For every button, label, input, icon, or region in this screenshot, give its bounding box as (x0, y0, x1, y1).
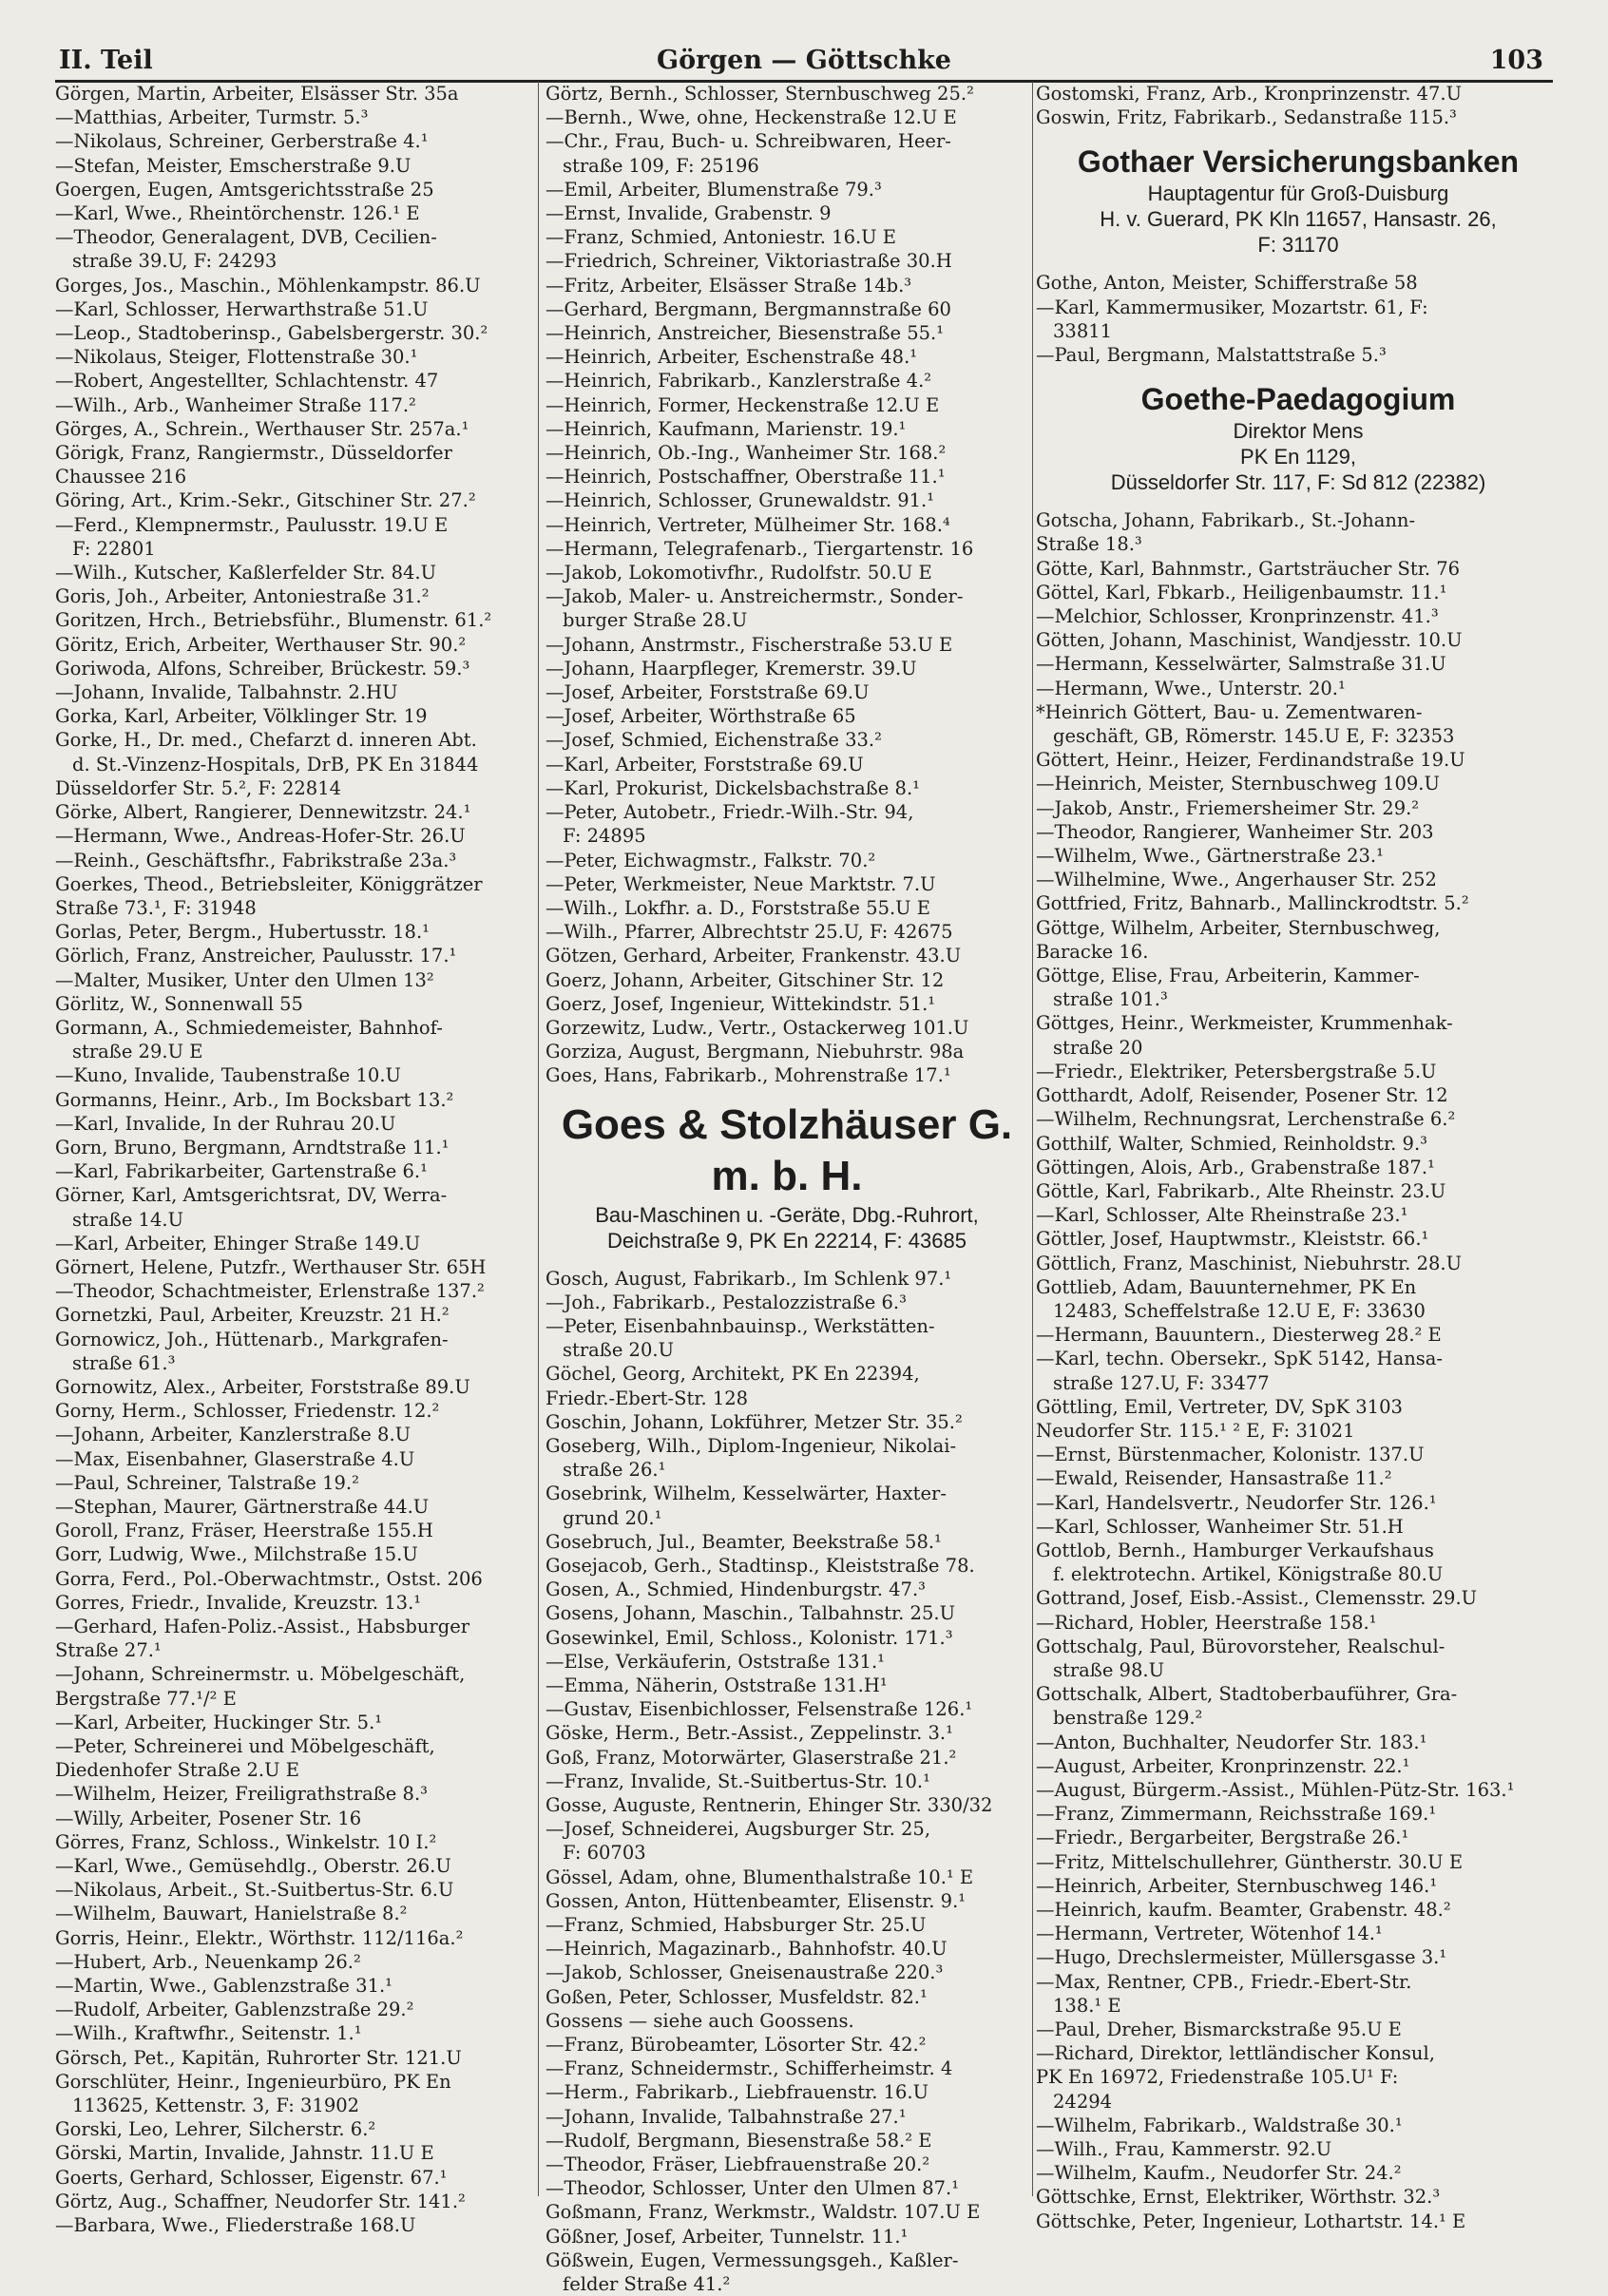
directory-entry: Göttge, Wilhelm, Arbeiter, Sternbuschweg, (1036, 916, 1441, 939)
directory-entry: —Johann, Arbeiter, Kanzlerstraße 8.U (55, 1424, 412, 1446)
directory-entry: —Hugo, Drechslermeister, Müllersgasse 3.¹ (1036, 1946, 1447, 1969)
directory-entry: —Heinrich, Schlosser, Grunewaldstr. 91.¹ (546, 489, 935, 512)
directory-entry: —Wilhelm, Fabrikarb., Waldstraße 30.¹ (1036, 2114, 1403, 2136)
directory-entry: —Max, Eisenbahner, Glaserstraße 4.U (55, 1447, 415, 1470)
directory-entry: —Wilh., Kutscher, Kaßlerfelder Str. 84.U (55, 562, 437, 584)
directory-entry: —Heinrich, Arbeiter, Sternbuschweg 146.¹ (1036, 1874, 1438, 1897)
directory-entry: Gosens, Johann, Maschin., Talbahnstr. 25.U (546, 1602, 955, 1625)
directory-entry: Göchel, Georg, Architekt, PK En 22394, (546, 1363, 920, 1386)
page-number: 103 (1489, 46, 1543, 75)
page-header (55, 42, 1553, 83)
directory-entry: —Friedrich, Schreiner, Viktoriastraße 30.H (546, 250, 952, 273)
directory-entry: —Heinrich, Vertreter, Mülheimer Str. 168.⁴ (546, 513, 950, 536)
directory-entry: Görgen, Martin, Arbeiter, Elsässer Str. 35a (55, 83, 459, 105)
directory-entry: straße 26.¹ (563, 1459, 666, 1482)
ad-text: Düsseldorfer Str. 117, F: Sd 812 (22382) (1110, 470, 1486, 495)
directory-entry: geschäft, GB, Römerstr. 145.U E, F: 32353 (1053, 725, 1455, 748)
directory-entry: —Wilhelm, Bauwart, Hanielstraße 8.² (55, 1903, 408, 1925)
directory-entry: felder Straße 41.² (563, 2273, 731, 2296)
directory-entry: Gorzewitz, Ludw., Vertr., Ostackerweg 101.U (546, 1016, 969, 1039)
directory-entry: —Heinrich, Kaufmann, Marienstr. 19.¹ (546, 417, 907, 440)
directory-entry: —Karl, Arbeiter, Forststraße 69.U (546, 753, 864, 775)
directory-entry: —Malter, Musiker, Unter den Ulmen 13² (55, 968, 434, 991)
directory-entry: —Barbara, Wwe., Fliederstraße 168.U (55, 2214, 416, 2237)
directory-entry: Gorris, Heinr., Elektr., Wörthstr. 112/116a.² (55, 1926, 464, 1949)
directory-entry: —Gerhard, Hafen-Poliz.-Assist., Habsburger (55, 1616, 470, 1637)
directory-entry: —Fritz, Arbeiter, Elsässer Straße 14b.³ (546, 274, 912, 297)
directory-entry: Gottlieb, Adam, Bauunternehmer, PK En (1036, 1275, 1417, 1298)
directory-entry: —Theodor, Schlosser, Unter den Ulmen 87.¹ (546, 2177, 960, 2200)
directory-entry: straße 14.U (72, 1208, 183, 1231)
directory-entry: Gößwein, Eugen, Vermessungsgeh., Kaßler- (546, 2248, 959, 2271)
ad-text: Direktor Mens (1233, 419, 1364, 444)
directory-entry: Goschin, Johann, Lokführer, Metzer Str. 35.² (546, 1410, 963, 1433)
directory-entry: —Reinh., Geschäftsfhr., Fabrikstraße 23a.³ (55, 849, 457, 871)
directory-entry: —Karl, Wwe., Gemüsehdlg., Oberstr. 26.U (55, 1855, 451, 1878)
directory-entry: Görlich, Franz, Anstreicher, Paulusstr. 17.¹ (55, 945, 457, 967)
directory-entry: —Nikolaus, Arbeit., St.-Suitbertus-Str. 6.U (55, 1879, 454, 1902)
directory-entry: —Emil, Arbeiter, Blumenstraße 79.³ (546, 178, 882, 201)
directory-entry: —Josef, Arbeiter, Wörthstraße 65 (546, 705, 856, 728)
directory-entry: Goß, Franz, Motorwärter, Glaserstraße 21.² (546, 1746, 957, 1769)
directory-entry: F: 60703 (563, 1842, 646, 1865)
directory-entry: —Wilh., Pfarrer, Albrechtstr 25.U, F: 42675 (546, 921, 953, 944)
directory-entry: —Johann, Anstrmstr., Fischerstraße 53.U E (546, 633, 953, 656)
directory-entry: Götten, Johann, Maschinist, Wandjesstr. 10.U (1036, 629, 1463, 652)
directory-entry: —Wilh., Kraftwfhr., Seitenstr. 1.¹ (55, 2022, 362, 2045)
directory-entry: Göttle, Karl, Fabrikarb., Alte Rheinstr. 23.U (1036, 1179, 1446, 1202)
directory-entry: Neudorfer Str. 115.¹ ² E, F: 31021 (1036, 1419, 1355, 1442)
directory-entry: burger Straße 28.U (563, 609, 748, 632)
directory-entry: —Karl, Arbeiter, Ehinger Straße 149.U (55, 1232, 421, 1254)
directory-entry: —Karl, Schlosser, Wanheimer Str. 51.H (1036, 1515, 1404, 1538)
entry-list (1036, 82, 1560, 129)
directory-entry: Gosse, Auguste, Rentnerin, Ehinger Str. 330/32 (546, 1794, 993, 1816)
directory-entry: —Jakob, Anstr., Friemersheimer Str. 29.² (1036, 796, 1420, 819)
directory-entry: 113625, Kettenstr. 3, F: 31902 (72, 2095, 360, 2117)
directory-entry: Görner, Karl, Amtsgerichtsrat, DV, Werra- (55, 1184, 448, 1207)
directory-entry: Goßen, Peter, Schlosser, Musfeldstr. 82.¹ (546, 1985, 928, 2008)
directory-entry: Göritz, Erich, Arbeiter, Werthauser Str. 90.² (55, 633, 467, 656)
directory-entry: —Wilh., Frau, Kammerstr. 92.U (1036, 2138, 1332, 2161)
directory-entry: Gorr, Ludwig, Wwe., Milchstraße 15.U (55, 1543, 418, 1566)
directory-entry: Gotscha, Johann, Fabrikarb., St.-Johann- (1036, 509, 1416, 532)
directory-entry: —Karl, Arbeiter, Huckinger Str. 5.¹ (55, 1711, 383, 1733)
directory-entry: Gotthilf, Walter, Schmied, Reinholdstr. 9.³ (1036, 1132, 1427, 1155)
directory-entry: straße 127.U, F: 33477 (1053, 1371, 1270, 1394)
directory-entry: —Franz, Bürobeamter, Lösorter Str. 42.² (546, 2034, 927, 2057)
directory-entry: —Josef, Schmied, Eichenstraße 33.² (546, 729, 882, 752)
directory-entry: —Karl, Schlosser, Alte Rheinstraße 23.¹ (1036, 1204, 1408, 1227)
directory-entry: —Jakob, Lokomotivfhr., Rudolfstr. 50.U E (546, 562, 932, 584)
directory-entry: straße 29.U E (72, 1041, 203, 1063)
directory-entry: —Hermann, Wwe., Andreas-Hofer-Str. 26.U (55, 825, 466, 848)
directory-entry: —Heinrich, Ob.-Ing., Wanheimer Str. 168.² (546, 442, 947, 465)
directory-entry: Gorny, Herm., Schlosser, Friedenstr. 12.² (55, 1400, 440, 1423)
directory-entry: —Peter, Eisenbahnbauinsp., Werkstätten- (546, 1314, 935, 1337)
directory-entry: straße 61.³ (72, 1351, 176, 1374)
directory-entry: Göttlich, Franz, Maschinist, Niebuhrstr. 28.U (1036, 1252, 1463, 1274)
directory-entry: Gorschlüter, Heinr., Ingenieurbüro, PK En (55, 2070, 451, 2093)
directory-entry: —Else, Verkäuferin, Oststraße 131.¹ (546, 1650, 885, 1673)
directory-entry: Goswin, Fritz, Fabrikarb., Sedanstraße 115.³ (1036, 106, 1457, 129)
directory-entry: Gorski, Leo, Lehrer, Silcherstr. 6.² (55, 2118, 376, 2141)
directory-entry: —Heinrich, Fabrikarb., Kanzlerstraße 4.² (546, 370, 932, 392)
directory-entry: —Martin, Wwe., Gablenzstraße 31.¹ (55, 1975, 392, 1998)
directory-entry: straße 98.U (1053, 1658, 1164, 1681)
directory-entry: —Nikolaus, Steiger, Flottenstraße 30.¹ (55, 346, 418, 369)
ad-company-name: Goes & Stolzhäuser G. m. b. H. (561, 1100, 1013, 1199)
directory-entry: straße 101.³ (1053, 988, 1168, 1011)
directory-entry: Goerz, Johann, Arbeiter, Gitschiner Str. 12 (546, 968, 945, 991)
directory-entry: —Josef, Schneiderei, Augsburger Str. 25, (546, 1818, 931, 1841)
directory-entry: —Leop., Stadtoberinsp., Gabelsbergerstr. 30.² (55, 322, 488, 345)
entry-list (546, 1267, 1028, 2296)
directory-entry: straße 109, F: 25196 (563, 154, 759, 177)
directory-entry: Gosen, A., Schmied, Hindenburgstr. 47.³ (546, 1578, 926, 1601)
directory-entry: —Robert, Angestellter, Schlachtenstr. 47 (55, 370, 439, 392)
directory-entry: —Hermann, Telegrafenarb., Tiergartenstr. 16 (546, 537, 974, 560)
directory-column-3 (1036, 82, 1560, 2232)
directory-entry: Göttges, Heinr., Werkmeister, Krummenhak- (1036, 1012, 1453, 1035)
directory-entry: Gosewinkel, Emil, Schloss., Kolonistr. 171.³ (546, 1626, 953, 1649)
directory-entry: Gorra, Ferd., Pol.-Oberwachtmstr., Ostst. 206 (55, 1567, 483, 1590)
section-label: II. Teil (59, 46, 153, 75)
directory-entry: —Franz, Schneidermstr., Schifferheimstr. 4 (546, 2057, 953, 2080)
directory-entry: —Wilhelm, Kaufm., Neudorfer Str. 24.² (1036, 2162, 1402, 2185)
directory-entry: —Matthias, Arbeiter, Turmstr. 5.³ (55, 106, 369, 129)
directory-entry: Gorke, H., Dr. med., Chefarzt d. inneren Abt. (55, 729, 477, 752)
directory-entry: —Franz, Invalide, St.-Suitbertus-Str. 10.¹ (546, 1770, 930, 1792)
directory-entry: Gormann, A., Schmiedemeister, Bahnhof- (55, 1016, 443, 1039)
directory-entry: Görigk, Franz, Rangiermstr., Düsseldorfer (55, 442, 452, 465)
directory-entry: —Nikolaus, Schreiner, Gerberstraße 4.¹ (55, 130, 429, 153)
directory-entry: Gorn, Bruno, Bergmann, Arndtstraße 11.¹ (55, 1136, 450, 1158)
directory-entry: —Heinrich, Anstreicher, Biesenstraße 55.¹ (546, 322, 945, 345)
directory-entry: Goerts, Gerhard, Schlosser, Eigenstr. 67.¹ (55, 2166, 448, 2189)
directory-entry: F: 24895 (563, 825, 646, 848)
ad-text: H. v. Guerard, PK Kln 11657, Hansastr. 26, (1100, 207, 1497, 232)
directory-entry: Straße 73.¹, F: 31948 (55, 896, 257, 919)
directory-entry: —August, Arbeiter, Kronprinzenstr. 22.¹ (1036, 1754, 1410, 1777)
directory-entry: Gorka, Karl, Arbeiter, Völklinger Str. 19 (55, 705, 428, 728)
directory-entry: Göttschke, Peter, Ingenieur, Lothartstr. 14.¹ E (1036, 2210, 1466, 2232)
directory-entry: —Anton, Buchhalter, Neudorfer Str. 183.¹ (1036, 1731, 1427, 1753)
directory-entry: 12483, Scheffelstraße 12.U E, F: 33630 (1053, 1299, 1426, 1322)
directory-entry: —Heinrich, Former, Heckenstraße 12.U E (546, 393, 940, 416)
directory-entry: Gornowicz, Joh., Hüttenarb., Markgrafen- (55, 1328, 449, 1350)
directory-entry: 24294 (1053, 2090, 1113, 2113)
directory-entry: Götzen, Gerhard, Arbeiter, Frankenstr. 43.U (546, 945, 962, 967)
directory-entry: straße 20.U (563, 1339, 674, 1362)
running-head: Görgen — Göttschke (657, 46, 951, 75)
directory-entry: Straße 27.¹ (55, 1639, 162, 1662)
advertisement-goes-stolzhaeuser (546, 1088, 1028, 1267)
column-rule (538, 82, 539, 2196)
directory-entry: —Karl, techn. Obersekr., SpK 5142, Hansa- (1036, 1348, 1443, 1370)
directory-entry: Goes, Hans, Fabrikarb., Mohrenstraße 17.¹ (546, 1064, 951, 1087)
directory-entry: —August, Bürgerm.-Assist., Mühlen-Pütz-Str. 163.¹ (1036, 1778, 1515, 1801)
directory-entry: —Peter, Autobetr., Friedr.-Wilh.-Str. 94, (546, 801, 914, 824)
ad-text: F: 31170 (1257, 233, 1339, 258)
ad-company-name: Goethe-Paedagogium (1140, 382, 1456, 417)
directory-entry: Gotthardt, Adolf, Reisender, Posener Str. 12 (1036, 1084, 1448, 1107)
directory-entry: —Theodor, Fräser, Liebfrauenstraße 20.² (546, 2153, 930, 2176)
directory-entry: —Richard, Direktor, lettländischer Konsul, (1036, 2042, 1435, 2065)
directory-entry: Göttert, Heinr., Heizer, Ferdinandstraße 19.U (1036, 749, 1465, 772)
directory-entry: Düsseldorfer Str. 5.², F: 22814 (55, 776, 342, 799)
directory-column-1 (55, 82, 532, 2237)
directory-entry: Gosebruch, Jul., Beamter, Beekstraße 58.¹ (546, 1530, 942, 1553)
ad-company-name: Gothaer Versicherungsbanken (1077, 144, 1520, 180)
directory-entry: Göske, Herm., Betr.-Assist., Zeppelinstr. 3.¹ (546, 1722, 953, 1745)
ad-text: Deichstraße 9, PK En 22214, F: 43685 (607, 1228, 967, 1253)
directory-entry: grund 20.¹ (563, 1506, 662, 1529)
directory-entry: —Johann, Invalide, Talbahnstr. 2.HU (55, 681, 398, 704)
directory-entry: —Wilh., Arb., Wanheimer Straße 117.² (55, 393, 416, 416)
directory-entry: —Hubert, Arb., Neuenkamp 26.² (55, 1950, 361, 1973)
directory-entry: —Ernst, Invalide, Grabenstr. 9 (546, 202, 832, 225)
directory-entry: —Karl, Fabrikarbeiter, Gartenstraße 6.¹ (55, 1160, 428, 1183)
directory-entry: —Hermann, Wwe., Unterstr. 20.¹ (1036, 677, 1346, 699)
directory-entry: straße 39.U, F: 24293 (72, 250, 278, 273)
directory-entry: —Heinrich, Magazinarb., Bahnhofstr. 40.U (546, 1938, 948, 1961)
directory-entry: —Peter, Schreinerei und Möbelgeschäft, (55, 1735, 435, 1758)
directory-entry: *Heinrich Göttert, Bau- u. Zementwaren- (1036, 700, 1423, 723)
directory-entry: —Heinrich, Meister, Sternbuschweg 109.U (1036, 773, 1440, 795)
entry-list (55, 82, 532, 2237)
directory-entry: Gosejacob, Gerh., Stadtinsp., Kleiststraße 78. (546, 1554, 975, 1577)
advertisement-gothaer (1036, 129, 1560, 271)
directory-entry: —Richard, Hobler, Heerstraße 158.¹ (1036, 1611, 1377, 1634)
directory-entry: —Ferd., Klempnermstr., Paulusstr. 19.U E (55, 513, 449, 536)
directory-entry: Gottfried, Fritz, Bahnarb., Mallinckrodtstr. 5.² (1036, 892, 1469, 915)
directory-entry: d. St.-Vinzenz-Hospitals, DrB, PK En 31844 (72, 753, 479, 775)
directory-entry: —Jakob, Maler- u. Anstreichermstr., Sonder- (546, 585, 964, 608)
directory-entry: Görski, Martin, Invalide, Jahnstr. 11.U E (55, 2142, 434, 2165)
directory-entry: Gothe, Anton, Meister, Schifferstraße 58 (1036, 272, 1418, 295)
directory-entry: Gosebrink, Wilhelm, Kesselwärter, Haxter- (546, 1483, 947, 1505)
directory-entry: Görlitz, W., Sonnenwall 55 (55, 992, 303, 1015)
directory-entry: Goritzen, Hrch., Betriebsführ., Blumenstr. 61.² (55, 609, 492, 632)
directory-entry: —Bernh., Wwe, ohne, Heckenstraße 12.U E (546, 106, 957, 129)
directory-entry: Goergen, Eugen, Amtsgerichtsstraße 25 (55, 178, 434, 201)
directory-entry: Gottschalg, Paul, Bürovorsteher, Realschul- (1036, 1635, 1445, 1657)
directory-entry: f. elektrotechn. Artikel, Königstraße 80.U (1053, 1563, 1444, 1586)
directory-entry: Goerz, Josef, Ingenieur, Wittekindstr. 51.¹ (546, 992, 936, 1015)
directory-entry: —Joh., Fabrikarb., Pestalozzistraße 6.³ (546, 1291, 907, 1313)
directory-entry: —Johann, Haarpfleger, Kremerstr. 39.U (546, 657, 917, 679)
directory-column-2 (546, 82, 1028, 2296)
entry-list (546, 82, 1028, 1088)
directory-entry: Goßmann, Franz, Werkmstr., Waldstr. 107.U E (546, 2201, 981, 2224)
directory-entry: Gornetzki, Paul, Arbeiter, Kreuzstr. 21 H.² (55, 1304, 450, 1327)
directory-entry: —Friedr., Elektriker, Petersbergstraße 5.U (1036, 1060, 1437, 1082)
directory-entry: —Karl, Prokurist, Dickelsbachstraße 8.¹ (546, 776, 920, 799)
directory-entry: —Karl, Schlosser, Herwarthstraße 51.U (55, 297, 429, 320)
directory-entry: Göttler, Josef, Hauptwmstr., Kleiststr. 66.¹ (1036, 1228, 1429, 1251)
directory-entry: Gosch, August, Fabrikarb., Im Schlenk 97.¹ (546, 1267, 952, 1290)
directory-entry: —Wilhelmine, Wwe., Angerhauser Str. 252 (1036, 869, 1437, 891)
directory-entry: —Theodor, Schachtmeister, Erlenstraße 137.² (55, 1280, 485, 1303)
directory-entry: —Herm., Fabrikarb., Liebfrauenstr. 16.U (546, 2081, 929, 2104)
directory-entry: Goroll, Franz, Fräser, Heerstraße 155.H (55, 1520, 433, 1542)
directory-entry: Gornowitz, Alex., Arbeiter, Forststraße 89.U (55, 1375, 470, 1398)
directory-entry: Gottlob, Bernh., Hamburger Verkaufshaus (1036, 1539, 1434, 1561)
directory-entry: Gossens — siehe auch Goossens. (546, 2009, 854, 2032)
directory-entry: —Hermann, Bauuntern., Diesterweg 28.² E (1036, 1324, 1442, 1347)
directory-entry: —Paul, Bergmann, Malstattstraße 5.³ (1036, 344, 1387, 367)
directory-entry: —Franz, Schmied, Antoniestr. 16.U E (546, 226, 897, 249)
directory-entry: Götte, Karl, Bahnmstr., Gartsträucher Str. 76 (1036, 557, 1461, 580)
directory-entry: —Heinrich, Postschaffner, Oberstraße 11.¹ (546, 466, 946, 488)
directory-entry: —Stefan, Meister, Emscherstraße 9.U (55, 154, 412, 177)
directory-entry: —Karl, Invalide, In der Ruhrau 20.U (55, 1112, 396, 1135)
advertisement-goethe-paedagogium (1036, 367, 1560, 508)
directory-entry: Göttling, Emil, Vertreter, DV, SpK 3103 (1036, 1395, 1403, 1418)
directory-entry: —Karl, Handelsvertr., Neudorfer Str. 126.¹ (1036, 1491, 1437, 1514)
directory-entry: —Wilhelm, Rechnungsrat, Lerchenstraße 6.² (1036, 1108, 1456, 1131)
directory-entry: Gormanns, Heinr., Arb., Im Bocksbart 13.² (55, 1088, 454, 1111)
directory-entry: —Friedr., Bergarbeiter, Bergstraße 26.¹ (1036, 1827, 1409, 1849)
directory-entry: F: 22801 (72, 537, 156, 560)
directory-entry: —Max, Rentner, CPB., Friedr.-Ebert-Str. (1036, 1970, 1412, 1993)
directory-entry: —Theodor, Generalagent, DVB, Cecilien- (55, 226, 437, 249)
directory-entry: —Rudolf, Bergmann, Biesenstraße 58.² E (546, 2129, 932, 2152)
directory-entry: —Ewald, Reisender, Hansastraße 11.² (1036, 1467, 1392, 1490)
directory-entry: —Paul, Dreher, Bismarckstraße 95.U E (1036, 2019, 1402, 2041)
directory-entry: Gottrand, Josef, Eisb.-Assist., Clemensstr. 29.U (1036, 1587, 1478, 1610)
directory-entry: 33811 (1053, 319, 1113, 342)
directory-entry: —Wilhelm, Heizer, Freiligrathstraße 8.³ (55, 1783, 428, 1806)
directory-entry: —Theodor, Rangierer, Wanheimer Str. 203 (1036, 820, 1434, 843)
directory-entry: —Josef, Arbeiter, Forststraße 69.U (546, 681, 870, 704)
directory-entry: Goseberg, Wilh., Diplom-Ingenieur, Nikolai- (546, 1434, 957, 1457)
directory-entry: —Gustav, Eisenbichlosser, Felsenstraße 126.¹ (546, 1698, 973, 1721)
ad-text: PK En 1129, (1240, 445, 1356, 469)
directory-entry: Goris, Joh., Arbeiter, Antoniestraße 31.² (55, 585, 430, 608)
directory-entry: —Jakob, Schlosser, Gneisenaustraße 220.³ (546, 1961, 944, 1984)
directory-entry: —Kuno, Invalide, Taubenstraße 10.U (55, 1064, 401, 1087)
directory-entry: Gößner, Josef, Arbeiter, Tunnelstr. 11.¹ (546, 2225, 909, 2248)
directory-entry: straße 20 (1053, 1036, 1143, 1059)
directory-entry: —Paul, Schreiner, Talstraße 19.² (55, 1471, 359, 1494)
directory-entry: —Karl, Wwe., Rheintörchenstr. 126.¹ E (55, 202, 420, 225)
directory-entry: Straße 18.³ (1036, 533, 1142, 556)
directory-entry: —Stephan, Maurer, Gärtnerstraße 44.U (55, 1495, 430, 1518)
directory-entry: —Willy, Arbeiter, Posener Str. 16 (55, 1807, 362, 1829)
directory-entry: Görtz, Aug., Schaffner, Neudorfer Str. 141.² (55, 2190, 466, 2212)
directory-entry: —Wilh., Lokfhr. a. D., Forststraße 55.U E (546, 896, 931, 919)
directory-entry: Chaussee 216 (55, 466, 187, 488)
directory-entry: Gössel, Adam, ohne, Blumenthalstraße 10.¹ E (546, 1866, 974, 1888)
directory-entry: Göttge, Elise, Frau, Arbeiterin, Kammer- (1036, 965, 1420, 987)
directory-entry: —Karl, Kammermusiker, Mozartstr. 61, F: (1036, 296, 1428, 318)
directory-entry: Goerkes, Theod., Betriebsleiter, Königgrätzer (55, 872, 483, 895)
directory-entry: —Ernst, Bürstenmacher, Kolonistr. 137.U (1036, 1444, 1425, 1466)
directory-entry: —Hermann, Kesselwärter, Salmstraße 31.U (1036, 653, 1446, 676)
directory-entry: Diedenhofer Straße 2.U E (55, 1759, 299, 1782)
directory-entry: Göttingen, Alois, Arb., Grabenstraße 187.¹ (1036, 1156, 1435, 1178)
ad-text: Hauptagentur für Groß-Duisburg (1147, 182, 1449, 206)
directory-entry: Görsch, Pet., Kapitän, Ruhrorter Str. 121.U (55, 2046, 462, 2069)
directory-entry: —Peter, Werkmeister, Neue Marktstr. 7.U (546, 872, 936, 895)
directory-entry: —Johann, Schreinermstr. u. Möbelgeschäft, (55, 1663, 466, 1686)
directory-entry: —Emma, Näherin, Oststraße 131.H¹ (546, 1674, 888, 1696)
directory-entry: benstraße 129.² (1053, 1707, 1203, 1730)
directory-entry: Gorges, Jos., Maschin., Möhlenkampstr. 86.U (55, 274, 481, 297)
directory-entry: Görke, Albert, Rangierer, Dennewitzstr. 24.¹ (55, 801, 471, 824)
directory-entry: Görges, A., Schrein., Werthauser Str. 257a.¹ (55, 417, 469, 440)
directory-entry: —Hermann, Vertreter, Wötenhof 14.¹ (1036, 1923, 1383, 1945)
directory-entry: Friedr.-Ebert-Str. 128 (546, 1387, 749, 1409)
directory-entry: Görtz, Bernh., Schlosser, Sternbuschweg 25.² (546, 83, 974, 105)
column-rule (1032, 82, 1033, 2196)
directory-entry: Göttel, Karl, Fbkarb., Heiligenbaumstr. 11.¹ (1036, 581, 1447, 603)
directory-entry: Göttschke, Ernst, Elektriker, Wörthstr. 32.³ (1036, 2186, 1441, 2209)
directory-entry: Gorziza, August, Bergmann, Niebuhrstr. 98a (546, 1041, 965, 1063)
directory-entry: —Franz, Zimmermann, Reichsstraße 169.¹ (1036, 1803, 1437, 1826)
directory-entry: Baracke 16. (1036, 940, 1149, 963)
entry-list (1036, 508, 1560, 2233)
directory-entry: —Wilhelm, Wwe., Gärtnerstraße 23.¹ (1036, 845, 1384, 868)
directory-entry: —Gerhard, Bergmann, Bergmannstraße 60 (546, 297, 951, 320)
directory-entry: Gorlas, Peter, Bergm., Hubertusstr. 18.¹ (55, 921, 430, 944)
directory-entry: —Melchior, Schlosser, Kronprinzenstr. 41.³ (1036, 605, 1439, 628)
directory-entry: 138.¹ E (1053, 1994, 1121, 2017)
directory-entry: —Heinrich, kaufm. Beamter, Grabenstr. 48.² (1036, 1899, 1451, 1921)
ad-text: Bau-Maschinen u. -Geräte, Dbg.-Ruhrort, (595, 1202, 979, 1227)
entry-list (1036, 271, 1560, 367)
directory-entry: —Franz, Schmied, Habsburger Str. 25.U (546, 1914, 927, 1937)
directory-entry: —Johann, Invalide, Talbahnstraße 27.¹ (546, 2105, 907, 2128)
directory-entry: Bergstraße 77.¹/² E (55, 1687, 237, 1710)
directory-entry: —Rudolf, Arbeiter, Gablenzstraße 29.² (55, 1999, 414, 2021)
directory-entry: Gottschalk, Albert, Stadtoberbauführer, Gra- (1036, 1683, 1458, 1706)
directory-entry: —Peter, Eichwagmstr., Falkstr. 70.² (546, 849, 876, 871)
directory-entry: Gossen, Anton, Hüttenbeamter, Elisenstr. 9.¹ (546, 1889, 967, 1912)
directory-entry: —Fritz, Mittelschullehrer, Güntherstr. 30.U E (1036, 1850, 1464, 1873)
directory-entry: Göring, Art., Krim.-Sekr., Gitschiner Str. 27.² (55, 489, 476, 512)
directory-entry: —Chr., Frau, Buch- u. Schreibwaren, Heer- (546, 130, 951, 153)
directory-entry: Gorres, Friedr., Invalide, Kreuzstr. 13.¹ (55, 1591, 422, 1614)
directory-entry: Görnert, Helene, Putzfr., Werthauser Str. 65H (55, 1255, 487, 1278)
directory-entry: Gostomski, Franz, Arb., Kronprinzenstr. 47.U (1036, 83, 1463, 105)
directory-entry: Goriwoda, Alfons, Schreiber, Brückestr. 59.³ (55, 657, 470, 679)
directory-entry: —Heinrich, Arbeiter, Eschenstraße 48.¹ (546, 346, 918, 369)
directory-entry: Görres, Franz, Schloss., Winkelstr. 10 I.² (55, 1830, 437, 1853)
directory-entry: PK En 16972, Friedenstraße 105.U¹ F: (1036, 2066, 1399, 2089)
